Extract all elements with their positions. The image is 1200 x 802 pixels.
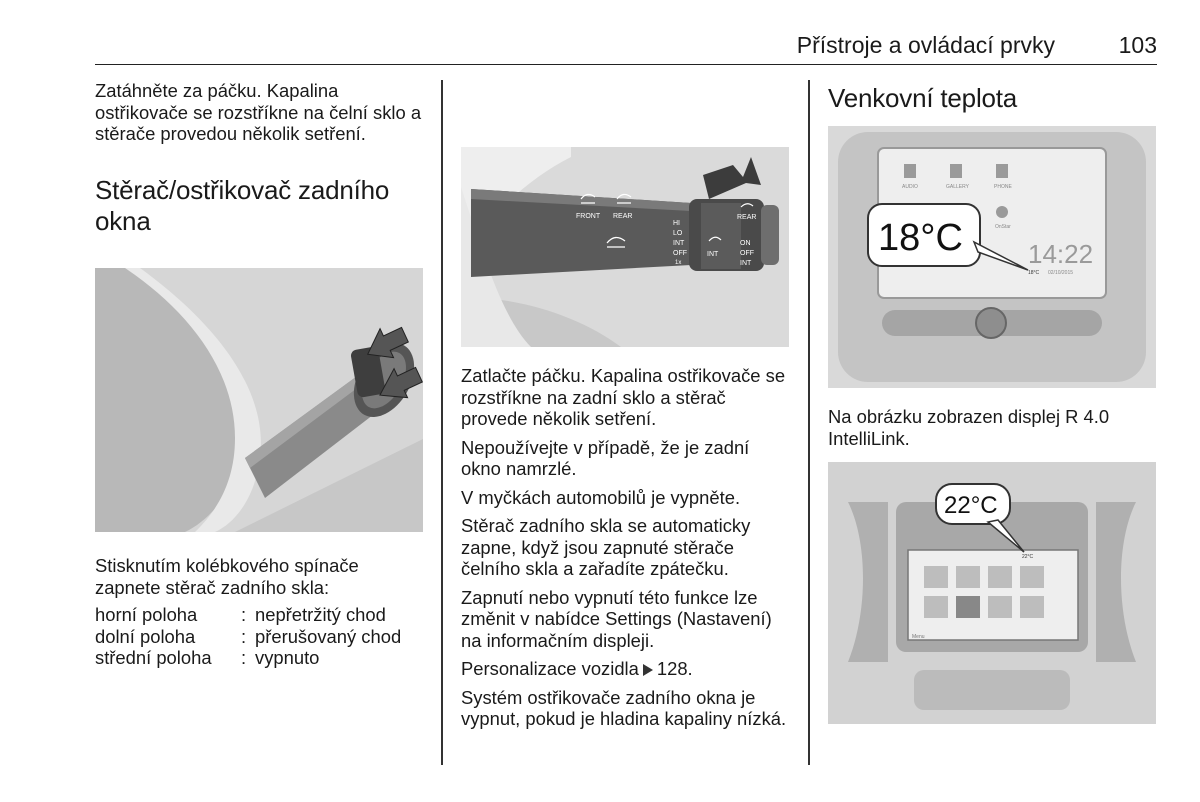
cross-reference[interactable] — [461, 658, 791, 680]
intro-paragraph: Zatáhněte za páčku. Kapalina ostřikovače se rozstříkne na čelní sklo a stěrače provedou několik setření. — [95, 80, 422, 144]
reference-arrow-icon — [643, 664, 653, 676]
display-r40-illustration — [828, 126, 1156, 388]
display-r40-figure — [828, 126, 1156, 388]
int-label: INT — [673, 240, 685, 247]
table-row — [95, 647, 401, 669]
switch-positions-table — [95, 604, 401, 669]
onstar-label: OnStar — [995, 224, 1011, 230]
app-tile-icon — [956, 596, 980, 618]
separator: : — [241, 604, 247, 625]
column-divider — [808, 80, 810, 765]
paragraph: V myčkách automobilů je vypněte. — [461, 486, 741, 508]
one-x-label: 1x — [675, 260, 682, 266]
phone-icon — [996, 164, 1008, 178]
column-right — [828, 80, 1158, 114]
display-second-figure — [828, 462, 1156, 724]
section-heading-rear-wiper: Stěrač/ostřikovač zadního okna — [95, 174, 390, 236]
menu-label: Menu — [912, 634, 925, 640]
display-caption: Na obrázku zobrazen displej R 4.0 IntelliLink. — [828, 406, 1110, 449]
position-value: nepřetržitý chod — [255, 604, 386, 625]
position-key: dolní poloha — [95, 625, 196, 647]
separator: : — [241, 625, 247, 647]
audio-icon — [904, 164, 916, 178]
table-row — [95, 604, 401, 626]
onstar-icon — [996, 206, 1008, 218]
off2-label: OFF — [740, 250, 754, 257]
phone-label: PHONE — [994, 184, 1012, 190]
position-key: střední poloha — [95, 647, 212, 668]
lo-label: LO — [673, 230, 683, 237]
gallery-icon — [950, 164, 962, 178]
reference-text: Personalizace vozidla — [461, 658, 639, 679]
paragraph: Nepoužívejte v případě, že je zadní okno namrzlé. — [461, 436, 750, 479]
front-label: FRONT — [576, 213, 601, 220]
paragraph: Stěrač zadního skla se automaticky zapne, když jsou zapnuté stěrače čelního skla a zařadíte zpátečku. — [461, 515, 751, 579]
audio-label: AUDIO — [902, 184, 918, 190]
app-tile-icon — [924, 596, 948, 618]
app-tile-icon — [1020, 566, 1044, 588]
on-label: ON — [740, 240, 751, 247]
paragraph: Zatlačte páčku. Kapalina ostřikovače se rozstříkne na zadní sklo a stěrač provede několik setření. — [461, 365, 786, 429]
rocker-switch-caption: Stisknutím kolébkového spínače zapnete stěrač zadního skla: — [95, 555, 359, 598]
display-date: 02/10/2015 — [1048, 270, 1074, 276]
rear-ring-label: REAR — [737, 214, 757, 221]
position-key: horní poloha — [95, 604, 198, 625]
off-label: OFF — [673, 250, 687, 257]
display-second-illustration — [828, 462, 1156, 724]
clock-readout: 14:22 — [1028, 239, 1094, 269]
int-ring-label: INT — [707, 251, 719, 258]
rear-wiper-stalk-figure — [95, 268, 423, 532]
position-value: vypnuto — [255, 647, 320, 668]
temp-callout-22: 22°C — [944, 492, 998, 519]
column-middle — [461, 365, 791, 730]
paragraph: Systém ostřikovače zadního okna je vypnut, pokud je hladina kapaliny nízká. — [461, 686, 787, 729]
column-right-caption — [828, 406, 1158, 449]
paragraph: Zapnutí nebo vypnutí této funkce lze změnit v nabídce Settings (Nastavení) na informačním displeji. — [461, 586, 772, 651]
int2-label: INT — [740, 260, 752, 267]
column-divider — [441, 80, 443, 765]
page-number: 103 — [1118, 32, 1157, 58]
washer-stalk-figure — [461, 147, 789, 347]
display-temp-small: 22°C — [1022, 554, 1034, 560]
display-temp-small: 18°C — [1028, 270, 1040, 276]
position-value: přerušovaný chod — [255, 625, 402, 647]
app-tile-icon — [956, 566, 980, 588]
rear-label: REAR — [613, 213, 633, 220]
table-row — [95, 626, 401, 648]
separator: : — [241, 647, 247, 668]
hi-label: HI — [673, 220, 680, 227]
app-tile-icon — [988, 566, 1012, 588]
app-tile-icon — [1020, 596, 1044, 618]
reference-page: 128. — [656, 658, 693, 679]
section-title: Přístroje a ovládací prvky — [796, 32, 1055, 58]
page-header — [95, 30, 1157, 65]
section-heading-outside-temp: Venkovní teplota — [828, 83, 1018, 113]
gallery-label: GALLERY — [946, 184, 969, 190]
stalk-illustration — [95, 268, 423, 532]
column-left — [95, 80, 425, 237]
power-knob-icon — [976, 308, 1006, 338]
temp-callout-18: 18°C — [878, 217, 963, 259]
stalk-closeup-illustration — [461, 147, 789, 347]
app-tile-icon — [924, 566, 948, 588]
column-left-lower — [95, 555, 425, 669]
app-tile-icon — [988, 596, 1012, 618]
